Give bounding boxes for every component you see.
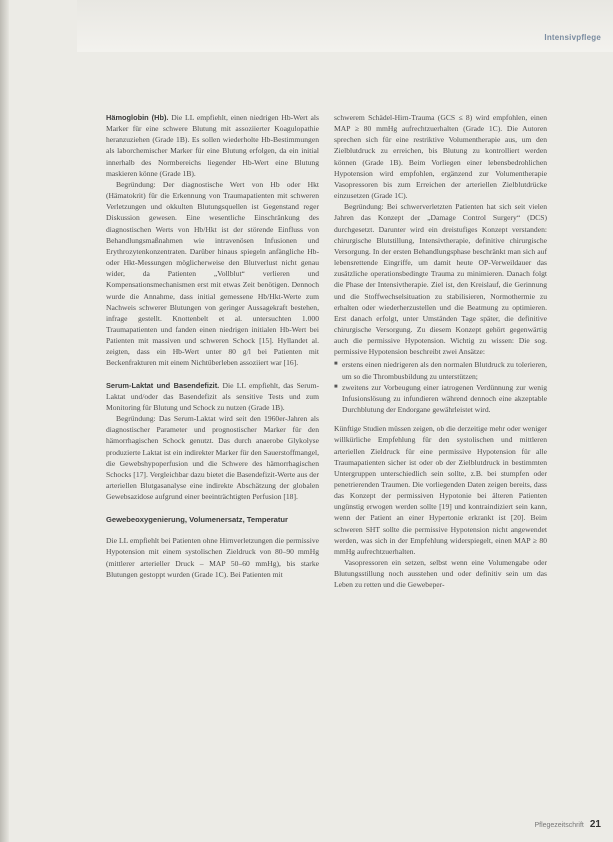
paragraph-sht: schwerem Schädel-Hirn-Trauma (GCS ≤ 8) wird empfohlen, einen MAP ≥ 80 mmHg aufrechtzuerhalten (Grade 1C). Die Autoren sprechen sich für eine restriktive Volumentherapie aus, um den Zielblutdruck zu erreichen, bis Blutung zu kontrolliert werden können (Grade 1B). Beim Vorliegen einer lebensbedrohlichen Hypotension wird empfohlen, ergänzend zur Volumentherapie Vasopressoren bis zum Erreichen der arteriellen Zielblutdrücke einzusetzen (Grade 1C). bbox=[334, 113, 547, 201]
page-footer bbox=[534, 819, 601, 830]
left-column bbox=[106, 112, 319, 580]
header-bar bbox=[77, 0, 613, 52]
paragraph-hypotension: Die LL empfiehlt bei Patienten ohne Hirnverletzungen die permissive Hypotension mit einem systolischen Zieldruck von 80–90 mmHg (mittlerer arterieller Druck – MAP 50–60 mmHg), bis starke Blutungen gestoppt wurden (Grade 1C). Bei Patienten mit bbox=[106, 536, 319, 579]
paragraph-begruendung-hb: Begründung: Der diagnostische Wert von Hb oder Hkt (Hämatokrit) für die Erkennung von Traumapatienten mit schweren Verletzungen und okkulten Blutungsquellen ist Gegenstand reger Diskussion gewesen. Eine wesentliche Einschränkung des diagnostischen Werts von Hb/Hkt ist der störende Einfluss von Behandlungsmaßnahmen wie intravenösen Infusionen und Erythrozytenkonzentraten. Darüber hinaus spiegeln anfängliche Hb- oder Hkt-Messungen möglicherweise den Blutverlust nicht genau wider, da Patienten „Vollblut“ verlieren und Kompensationsmechanismen erst mit etwas Zeit benötigen. Dennoch wurde die Annahme, dass initial gemessene Hb/Hkt-Werte zum Nachweis schwerer Blutungen von geringer Aussagekraft bestehen, infrage gestellt. Knottenbelt et al. untersuchten 1.000 Traumapatienten und fanden einen niedrigen initialen Hb-Wert bei Patienten mit massiven und schweren Schock [15]. Hyllandet al. zeigten, dass ein Hb-Wert unter 80 g/l bei Patienten mit Beckenfrakturen mit einem Nichtüberleben assoziiert war [16]. bbox=[106, 179, 319, 368]
paragraph-haemoglobin bbox=[106, 112, 319, 179]
paragraph-begruendung-laktat: Begründung: Das Serum-Laktat wird seit den 1960er-Jahren als diagnostischer Parameter und prognostischer Marker für den hämorrhagischen Schock genutzt. Das durch anaerobe Glykolyse produzierte Laktat ist ein indirekter Marker für den Sauerstoffmangel, die Gewebshypoperfusion und die Schwere des hämorrhagischen Schocks [17]. Vergleichbar dazu bietet die Basendefizit-Werte aus der arteriellen Blutgasanalyse eine indirekte Abschätzung der globalen Gewebsazidose aufgrund einer beeinträchtigten Perfusion [18]. bbox=[106, 414, 319, 502]
right-column bbox=[334, 112, 547, 591]
section-tag: Intensivpflege bbox=[544, 33, 601, 42]
list-item: ■ erstens einen niedrigeren als den normalen Blutdruck zu tolerieren, um so die Thrombusbildung zu unterstützen; bbox=[334, 359, 547, 381]
page-number: 21 bbox=[589, 819, 601, 830]
bullet-list bbox=[334, 359, 547, 415]
paragraph-vasopressoren: Vasopressoren ein setzen, selbst wenn eine Volumengabe oder Blutungsstillung noch ausstehen und oder definitiv sein um das Leben zu retten und die Gewebeper- bbox=[334, 558, 547, 590]
paragraph-kuenftige-studien: Künftige Studien müssen zeigen, ob die derzeitige mehr oder weniger willkürliche Empfehlung für den systolischen und mittleren arteriellen Zieldruck für eine permissive Hypotension für alle Traumapatienten sicher ist oder ob der Zielblutdruck in bestimmten Untergruppen unterschiedlich sein sollte, z.B. bei stumpfen oder penetrierenden Traumen. Die vorliegenden Daten zeigen bereits, dass das Konzept der permissiven Hypotonie bei älteren Patienten ungünstig erwogen werden sollte [19] und kontraindiziert sein kann, wenn der Patient an einer Hypertonie erkrankt ist [20]. Beim schweren SHT sollte die permissive Hypotension nicht angewendet werden, was sich in der Empfehlung widerspiegelt, einen MAP ≥ 80 mmHg aufrechtzuerhalten. bbox=[334, 424, 547, 556]
list-item: ■ zweitens zur Vorbeugung einer iatrogenen Verdünnung zur wenig Infusionslösung zu infundieren während dennoch eine akzeptable Durchblutung der Endorgane gewährleistet wird. bbox=[334, 382, 547, 415]
journal-name: Pflegezeitschrift bbox=[534, 822, 584, 829]
run-in-heading: Serum-Laktat und Basendefizit. bbox=[106, 380, 220, 390]
paragraph-laktat bbox=[106, 380, 319, 413]
page-spine-shadow bbox=[0, 0, 9, 842]
paragraph-text: Die LL empfiehlt, einen niedrigen Hb-Wert als Marker für eine schwere Blutung mit assoziierter Koagulopathie heranzuziehen (Grade 1B). Es sollen wiederholte Hb-Bestimmungen als laborchemischer Marker für eine Blutung erfolgen, da ein initial innerhalb des Normbereichs liegender Hb-Wert eine Blutung maskieren könne (Grade 1B). bbox=[106, 113, 319, 178]
run-in-heading: Hämoglobin (Hb). bbox=[106, 113, 169, 122]
paragraph-text: Die LL empfiehlt, das Serum-Laktat und/oder das Basendefizit als sensitive Tests und zum Monitoring für Blutung und Schock zu nutzen (Grade 1B). bbox=[106, 380, 320, 412]
paragraph-begruendung-dcs: Begründung: Bei schwerverletzten Patienten hat sich seit vielen Jahren das Konzept der „Damage Control Surgery“ (DCS) durchgesetzt. Darunter wird ein dreistufiges Konzept verstanden: chirurgische Blutstillung, Intensivtherapie, definitive chirurgische Versorgung. In der ersten Behandlungsphase beschränkt man sich auf lebensrettende Eingriffe, um damit heute OP-Verweildauer das zusätzliche operationsbedingte Trauma zu minimieren. Danach folgt die Phase der Intensivtherapie. Ziel ist, den Kreislauf, die Gerinnung und die Stoffwechselsituation zu stabilisieren, Normothermie zu erhalten oder wiederherzustellen und die Beatmung zu optimieren. Erst danach erfolgt, unter Umständen Tage später, die definitive chirurgische Versorgung. Zu diesem Konzept gehört gegenwärtig auch die permissive Hypotension. Wichtig zu wissen: Die sog. permissive Hypotension beschreibt zwei Ansätze: bbox=[334, 202, 547, 357]
section-subheading: Gewebeoxygenierung, Volumenersatz, Temperatur bbox=[106, 515, 289, 525]
